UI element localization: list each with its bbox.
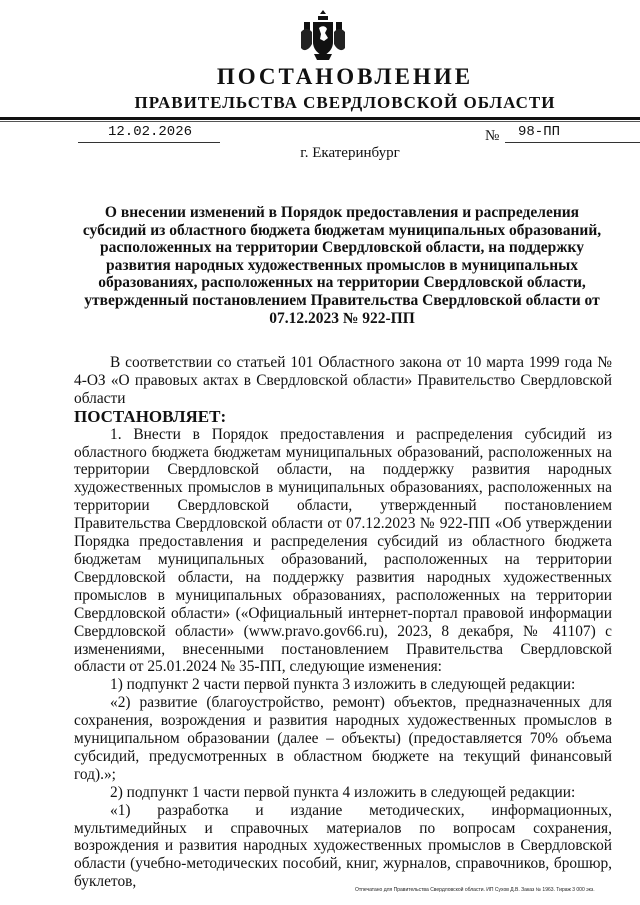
header-rule-thin [0, 121, 640, 122]
preamble: В соответствии со статьей 101 Областного закона от 10 марта 1999 года № 4-ОЗ «О правовых актах в Свердловской области» Правительство Свердловской области [74, 354, 612, 407]
date-underline [78, 142, 220, 143]
resolves-heading: ПОСТАНОВЛЯЕТ: [74, 406, 227, 426]
print-footer: Отпечатано для Правительства Свердловской области. ИП Сухов Д.В. Заказ № 1963. Тираж 3 000 экз. [355, 887, 595, 893]
header-rule [0, 117, 640, 120]
document-date: 12.02.2026 [108, 124, 193, 140]
issuer-heading: ПРАВИТЕЛЬСТВА СВЕРДЛОВСКОЙ ОБЛАСТИ [134, 93, 556, 112]
number-underline [505, 142, 640, 143]
document-type-heading: ПОСТАНОВЛЕНИЕ [216, 64, 474, 89]
coat-of-arms-emblem [300, 8, 346, 62]
number-sign: № [485, 128, 500, 144]
paragraph: «1) разработка и издание методических, информационных, мультимедийных и справочных материалов по вопросам сохранения, возрождения и развития народных художественных промыслов в Свердловской области (учебно-методических пособий, книг, журналов, справочников, брошюр, буклетов, [74, 801, 612, 891]
document-body [74, 354, 612, 891]
paragraph: 1. Внести в Порядок предоставления и распределения субсидий из областного бюджета бюджетам муниципальных образований, расположенных на территории Свердловской области, на поддержку развития народных художественных промыслов в муниципальных образованиях, расположенных на территории Свердловской области, утвержденный постановлением Правительства Свердловской области от 07.12.2023 № 922-ПП «Об утверждении Порядка предоставления и распределения субсидий из областного бюджета бюджетам муниципальных образований, расположенных на территории Свердловской области, на поддержку развития народных художественных промыслов в муниципальных образованиях, расположенных на территории Свердловской области» («Официальный интернет-портал правовой информации Свердловской области» (www.pravo.gov66.ru), 2023, 8 декабря, № 41107) с изменениями, внесенными постановлением Правительства Свердловской области от 25.01.2024 № 35-ПП, следующие изменения: [74, 425, 612, 676]
city: г. Екатеринбург [300, 145, 400, 161]
paragraph: 1) подпункт 2 части первой пункта 3 изложить в следующей редакции: [110, 676, 576, 694]
paragraph: 2) подпункт 1 части первой пункта 4 изложить в следующей редакции: [110, 783, 576, 801]
document-title: О внесении изменений в Порядок предоставления и распределения субсидий из областного бюджета бюджетам муниципальных образований, расположенных на территории Свердловской области, на поддержку развития народных художественных промыслов в муниципальных образованиях, расположенных на территории Свердловской области, утвержденный постановлением Правительства Свердловской области от 07.12.2023 № 922-ПП [82, 204, 602, 327]
document-number: 98-ПП [518, 124, 561, 140]
paragraph: «2) развитие (благоустройство, ремонт) объектов, предназначенных для сохранения, возрождения и развития народных художественных промыслов в муниципальном образовании (далее – объекты) (предоставляется 70% объема субсидий, предусмотренных в областном бюджете на текущий финансовый год).»; [74, 694, 612, 783]
